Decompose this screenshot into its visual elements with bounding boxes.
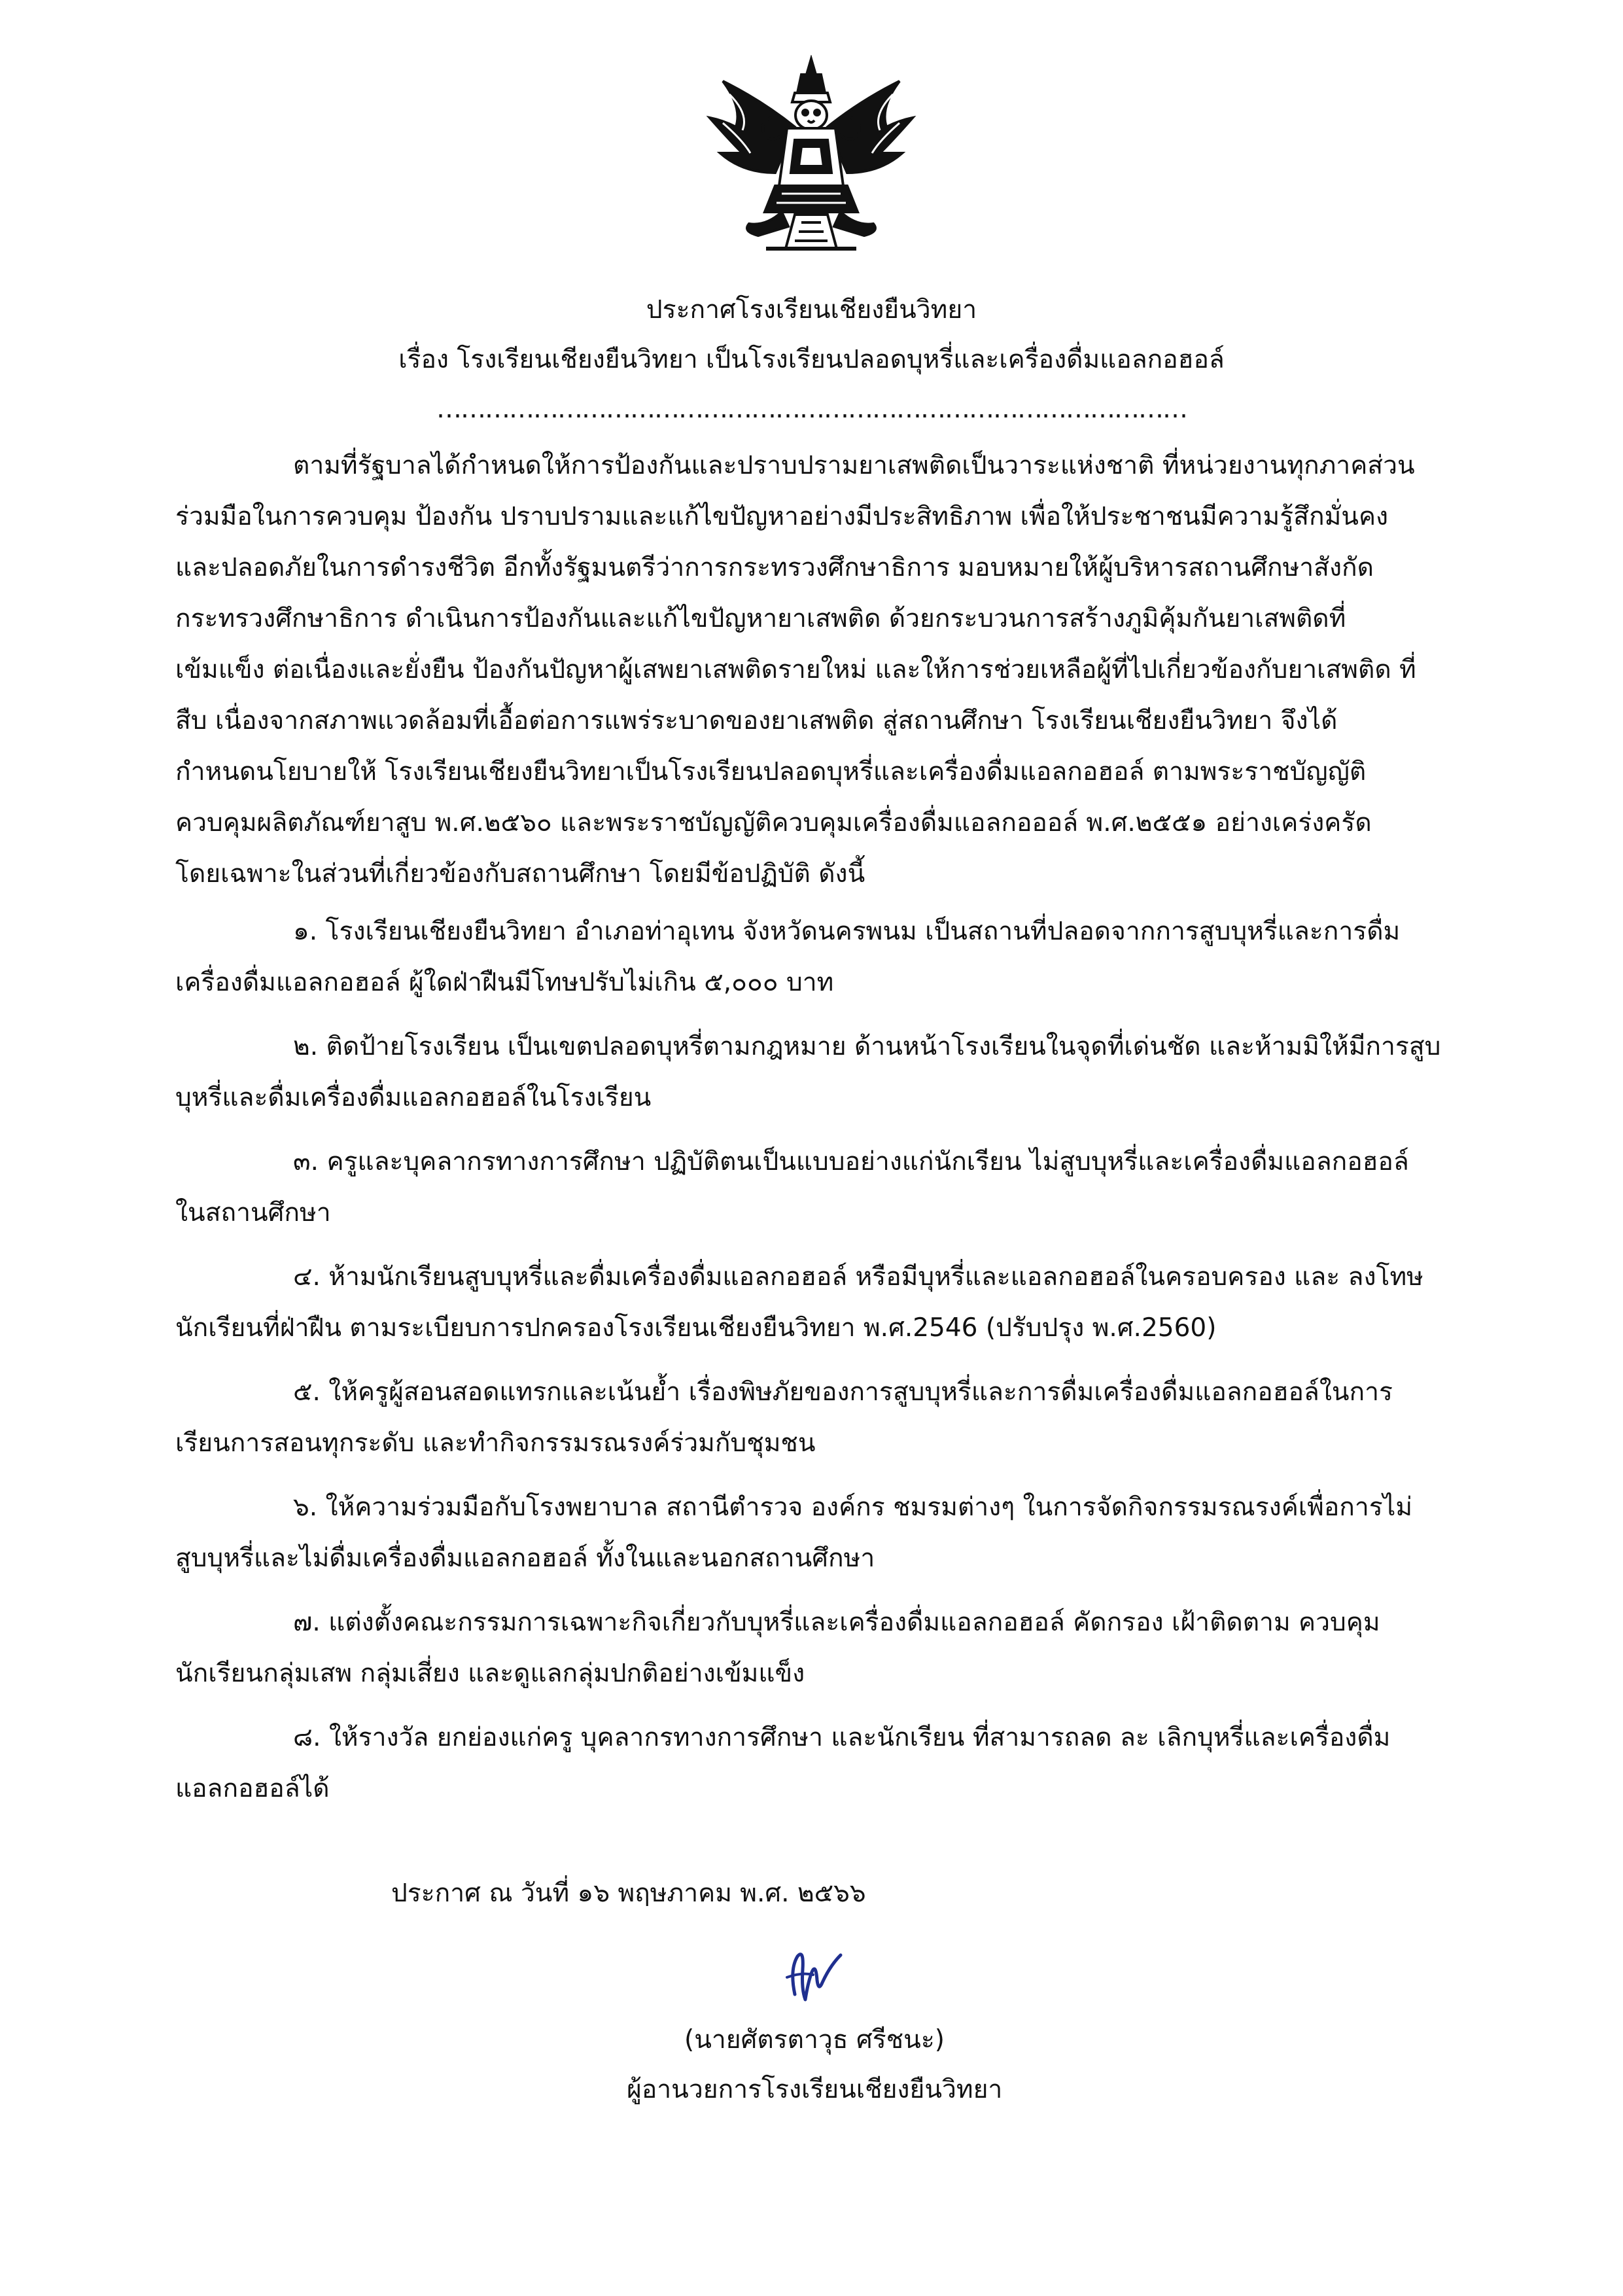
- intro-line: ควบคุมผลิตภัณฑ์ยาสูบ พ.ศ.๒๕๖๐ และพระราชบัญญัติควบคุมเครื่องดื่มแอลกอออล์ พ.ศ.๒๕๕๑ อย่างเคร่งครัด: [175, 808, 1372, 838]
- intro-line: ร่วมมือในการควบคุม ป้องกัน ปราบปรามและแก้ไขปัญหาอย่างมีประสิทธิภาพ เพื่อให้ประชาชนมีความรู้สึกมั่นคง: [175, 502, 1389, 531]
- announcement-subject: เรื่อง โรงเรียนเชียงยืนวิทยา เป็นโรงเรียนปลอดบุหรี่และเครื่องดื่มแอลกอฮอล์: [398, 345, 1225, 374]
- item-second-line: แอลกอฮอล์ได้: [175, 1774, 330, 1803]
- item-first-line: ๓. ครูและบุคลากรทางการศึกษา ปฏิบัติตนเป็นแบบอย่างแก่นักเรียน ไม่สูบบุหรี่และเครื่องดื่มแอลกอฮอล์: [293, 1147, 1409, 1176]
- item-first-line: ๕. ให้ครูผู้สอนสอดแทรกและเน้นย้ำ เรื่องพิษภัยของการสูบบุหรี่และการดื่มเครื่องดื่มแอลกอฮอล์ในการ: [293, 1377, 1393, 1407]
- item-first-line: ๘. ให้รางวัล ยกย่องแก่ครู บุคลากรทางการศึกษา และนักเรียน ที่สามารถลด ละ เลิกบุหรี่และเครื่องดื่ม: [293, 1723, 1391, 1752]
- item-second-line: เรียนการสอนทุกระดับ และทำกิจกรรมรณรงค์ร่วมกับชุมชน: [175, 1428, 816, 1458]
- item-first-line: ๔. ห้ามนักเรียนสูบบุหรี่และดื่มเครื่องดื่มแอลกอฮอล์ หรือมีบุหรี่และแอลกอฮอล์ในครอบครอง และ ลงโทษ: [293, 1262, 1423, 1292]
- item-second-line: นักเรียนที่ฝ่าฝืน ตามระเบียบการปกครองโรงเรียนเชียงยืนวิทยา พ.ศ.2546 (ปรับปรุง พ.ศ.2560): [175, 1313, 1217, 1343]
- signer-position: ผู้อานวยการโรงเรียนเชียงยืนวิทยา: [627, 2075, 1003, 2104]
- intro-line: เข้มแข็ง ต่อเนื่องและยั่งยืน ป้องกันปัญหาผู้เสพยาเสพติดรายใหม่ และให้การช่วยเหลือผู้ที่ไปเกี่ยวข้องกับยาเสพติด ที่: [175, 655, 1416, 684]
- intro-line: สืบ เนื่องจากสภาพแวดล้อมที่เอื้อต่อการแพร่ระบาดของยาเสพติด สู่สถานศึกษา โรงเรียนเชียงยืนวิทยา จึงได้: [175, 706, 1338, 735]
- item-first-line: ๒. ติดป้ายโรงเรียน เป็นเขตปลอดบุหรี่ตามกฎหมาย ด้านหน้าโรงเรียนในจุดที่เด่นชัด และห้ามมิให้มีการสูบ: [293, 1032, 1441, 1061]
- announcement-title: ประกาศโรงเรียนเชียงยืนวิทยา: [646, 295, 977, 325]
- intro-line: ตามที่รัฐบาลได้กำหนดให้การป้องกันและปราบปรามยาเสพติดเป็นวาระแห่งชาติ ที่หน่วยงานทุกภาคส่วน: [293, 451, 1415, 480]
- signature-icon: [775, 1943, 854, 2009]
- item-second-line: เครื่องดื่มแอลกอฮอล์ ผู้ใดฝ่าฝืนมีโทษปรับไม่เกิน ๕,๐๐๐ บาท: [175, 968, 834, 997]
- announcement-date: ประกาศ ณ วันที่ ๑๖ พฤษภาคม พ.ศ. ๒๕๖๖: [391, 1879, 866, 1908]
- item-first-line: ๑. โรงเรียนเชียงยืนวิทยา อำเภอท่าอุเทน จังหวัดนครพนม เป็นสถานที่ปลอดจากการสูบบุหรี่และการดื่ม: [293, 917, 1401, 946]
- item-second-line: นักเรียนกลุ่มเสพ กลุ่มเสี่ยง และดูแลกลุ่มปกติอย่างเข้มแข็ง: [175, 1659, 805, 1688]
- intro-line: กระทรวงศึกษาธิการ ดำเนินการป้องกันและแก้ไขปัญหายาเสพติด ด้วยกระบวนการสร้างภูมิคุ้มกันยาเสพติดที่: [175, 604, 1346, 633]
- header-separator: …………………………………………………………………………………: [436, 395, 1187, 424]
- item-second-line: ในสถานศึกษา: [175, 1198, 331, 1227]
- item-first-line: ๗. แต่งตั้งคณะกรรมการเฉพาะกิจเกี่ยวกับบุหรี่และเครื่องดื่มแอลกอฮอล์ คัดกรอง เฝ้าติดตาม ควบคุม: [293, 1608, 1380, 1637]
- garuda-emblem-icon: [703, 55, 919, 258]
- intro-line: และปลอดภัยในการดำรงชีวิต อีกทั้งรัฐมนตรีว่าการกระทรวงศึกษาธิการ มอบหมายให้ผู้บริหารสถานศึกษาสังกัด: [175, 553, 1374, 582]
- item-second-line: บุหรี่และดื่มเครื่องดื่มแอลกอฮอล์ในโรงเรียน: [175, 1083, 652, 1112]
- intro-line: โดยเฉพาะในส่วนที่เกี่ยวข้องกับสถานศึกษา โดยมีข้อปฏิบัติ ดังนี้: [175, 859, 865, 889]
- intro-line: กำหนดนโยบายให้ โรงเรียนเชียงยืนวิทยาเป็นโรงเรียนปลอดบุหรี่และเครื่องดื่มแอลกอฮอล์ ตามพระราชบัญญัติ: [175, 757, 1367, 786]
- item-second-line: สูบบุหรี่และไม่ดื่มเครื่องดื่มแอลกอฮอล์ ทั้งในและนอกสถานศึกษา: [175, 1544, 875, 1573]
- signer-name: (นายศัตรตาวุธ ศรีชนะ): [684, 2025, 945, 2055]
- item-first-line: ๖. ให้ความร่วมมือกับโรงพยาบาล สถานีตำรวจ องค์กร ชมรมต่างๆ ในการจัดกิจกรรมรณรงค์เพื่อการไม่: [293, 1492, 1413, 1522]
